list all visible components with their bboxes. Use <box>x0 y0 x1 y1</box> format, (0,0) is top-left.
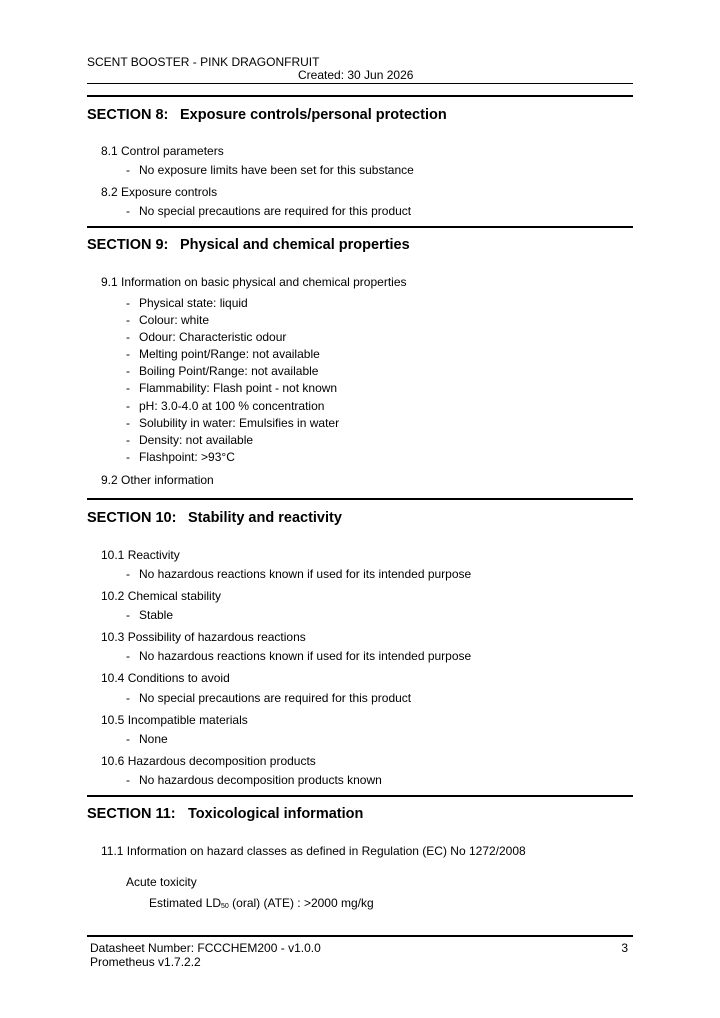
bullet-8-2-1: - No special precautions are required for this product <box>126 204 412 218</box>
document-product-name: SCENT BOOSTER - PINK DRAGONFRUIT <box>87 55 320 69</box>
bullet-10-4-1: - No special precautions are required for this product <box>126 691 412 705</box>
section-10-heading: Stability and reactivity <box>188 510 342 526</box>
software-version: Prometheus v1.7.2.2 <box>90 955 201 969</box>
bullet-8-1-1: - No exposure limits have been set for this substance <box>126 163 414 177</box>
subsection-8-2: 8.2 Exposure controls <box>101 185 218 199</box>
subsection-10-2: 10.2 Chemical stability <box>101 589 222 603</box>
bullet-9-1-6: - Flammability: Flash point - not known <box>126 381 338 395</box>
section-9-number: SECTION 9: <box>87 237 169 253</box>
section-8-number: SECTION 8: <box>87 107 169 123</box>
page-number: 3 <box>621 941 628 955</box>
datasheet-number: Datasheet Number: FCCCHEM200 - v1.0.0 <box>90 941 321 955</box>
bullet-10-5-1: - None <box>126 732 168 746</box>
header-divider <box>87 83 633 84</box>
section-11-divider <box>87 795 633 797</box>
section-8-heading: Exposure controls/personal protection <box>180 107 447 123</box>
bullet-9-1-7: - pH: 3.0-4.0 at 100 % concentration <box>126 399 325 413</box>
bullet-10-2-1: - Stable <box>126 608 174 622</box>
subsection-11-1: 11.1 Information on hazard classes as defined in Regulation (EC) No 1272/2008 <box>101 844 526 858</box>
bullet-9-1-10: - Flashpoint: >93°C <box>126 450 235 464</box>
section-8-title <box>87 107 447 123</box>
bullet-9-1-3: - Odour: Characteristic odour <box>126 330 287 344</box>
bullet-9-1-1: - Physical state: liquid <box>126 296 248 310</box>
subsection-9-1: 9.1 Information on basic physical and chemical properties <box>101 275 407 289</box>
bullet-9-1-2: - Colour: white <box>126 313 210 327</box>
section-9-title <box>87 237 410 253</box>
bullet-9-1-5: - Boiling Point/Range: not available <box>126 364 319 378</box>
section-9-divider <box>87 226 633 228</box>
section-10-divider <box>87 498 633 500</box>
section-10-number: SECTION 10: <box>87 510 177 526</box>
bullet-9-1-4: - Melting point/Range: not available <box>126 347 320 361</box>
footer-divider <box>87 935 633 937</box>
subsection-8-1: 8.1 Control parameters <box>101 144 224 158</box>
acute-toxicity-value: Estimated $LD_{50}$ (oral) (ATE) : >2000 mg/kg <box>149 896 374 910</box>
created-date: Created: 30 Jun 2026 <box>298 68 414 82</box>
subsection-10-3: 10.3 Possibility of hazardous reactions <box>101 630 306 644</box>
section-11-title <box>87 806 363 822</box>
subsection-10-6: 10.6 Hazardous decomposition products <box>101 754 316 768</box>
section-11-heading: Toxicological information <box>188 806 364 822</box>
bullet-10-1-1: - No hazardous reactions known if used for its intended purpose <box>126 567 472 581</box>
subsection-10-1: 10.1 Reactivity <box>101 548 180 562</box>
bullet-10-3-1: - No hazardous reactions known if used for its intended purpose <box>126 649 472 663</box>
section-9-heading: Physical and chemical properties <box>180 237 410 253</box>
subsection-10-5: 10.5 Incompatible materials <box>101 713 248 727</box>
section-10-title <box>87 510 342 526</box>
section-8-divider <box>87 95 633 97</box>
acute-toxicity-heading: Acute toxicity <box>126 875 197 889</box>
section-11-number: SECTION 11: <box>87 806 176 822</box>
bullet-9-1-8: - Solubility in water: Emulsifies in water <box>126 416 340 430</box>
bullet-10-6-1: - No hazardous decomposition products known <box>126 773 382 787</box>
subsection-9-2: 9.2 Other information <box>101 473 214 487</box>
subsection-10-4: 10.4 Conditions to avoid <box>101 671 230 685</box>
bullet-9-1-9: - Density: not available <box>126 433 254 447</box>
